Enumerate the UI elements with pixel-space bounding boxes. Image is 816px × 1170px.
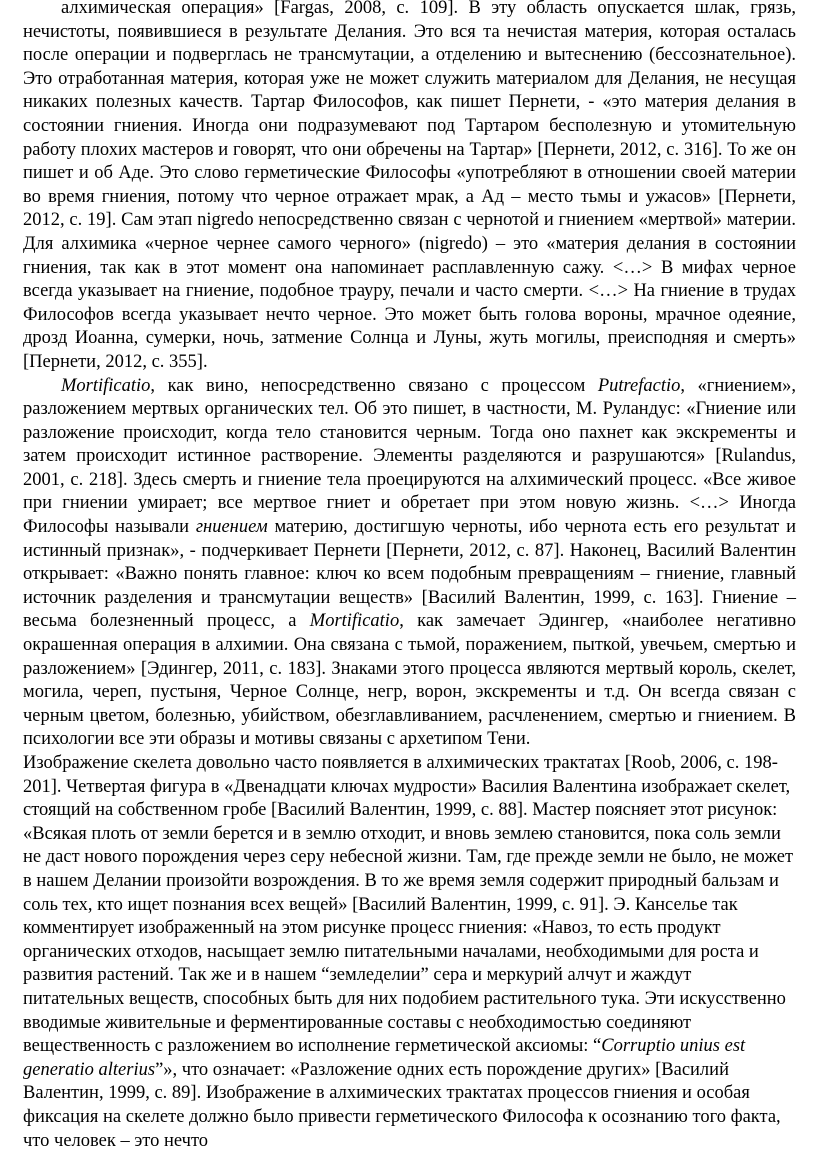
italic-term: Putrefactio <box>597 375 681 396</box>
italic-term: Mortificatio <box>309 611 400 632</box>
text-segment: Изображение скелета довольно часто появляется в алхимических трактатах [Roob, 2006, с. 198-201]. Четвертая фигура в «Двенадцати ключах мудрости» Василия Валентина изображает скелет, стоящий на собственном гробе [Василий Валентин, 1999, с. 88]. Мастер поясняет этот рисунок: «Всякая плоть от земли берется и в землю отходит, и вновь землею становится, пока соль земли не даст нового порождения через серу небесной жизни. Там, где прежде земли не было, не может в нашем Делании произойти возрождения. В то же время земля содержит природный бальзам и соль тех, кто ищет познания всех вещей» [Василий Валентин, 1999, с. 91]. Э. Канселье так комментирует изображенный на этом рисунке процесс гниения: «Навоз, то есть продукт органических отходов, насыщает землю питательными началами, необходимыми для роста и развития растений. Так же и в нашем “земледелии” сера и меркурий алчут и жаждут питательных веществ, способных быть для них подобием растительного тука. Эти искусственно вводимые живительные и ферментированные составы с необходимостью соединяют вещественность с разложением во исполнение герметической аксиомы: “ <box>23 753 794 1057</box>
paragraph-skeleton <box>23 752 796 1153</box>
text-segment: , как замечает Эдингер, «наиболее негативно окрашенная операция в алхимии. Она связана с тьмой, поражением, пыткой, увечьем, смертью и разложением» [Эдингер, 2011, с. 183]. Знаками этого процесса являются мертвый король, скелет, могила, череп, пустыня, Черное Солнце, негр, ворон, экскременты и т.д. Он всегда связан с черным цветом, болезнью, убийством, обезглавливанием, расчленением, смертью и гниением. В психологии все эти образы и мотивы связаны с архетипом Тени. <box>23 611 797 750</box>
text-segment: , как вино, непосредственно связано с процессом <box>150 375 598 396</box>
italic-term: Corruptio unius est generatio alterius <box>23 1036 746 1080</box>
italic-term: Mortificatio <box>61 375 151 396</box>
text-segment: ”», что означает: «Разложение одних есть порождение других» [Василий Валентин, 1999, с. 89]. Изображение в алхимических трактатах процессов гниения и особая фиксация на скелете должно было привести герметического Философа к осознанию того факта, что человек – это нечто <box>23 1059 781 1151</box>
text-segment: материю, достигшую черноты, ибо чернота есть его результат и истинный признак», - подчеркивает Пернети [Пернети, 2012, с. 87]. Наконец, Василий Валентин открывает: «Важно понять главное: ключ ко всем подобным превращениям – гниение, главный источник разделения и трансмутации веществ» [Василий Валентин, 1999, с. 163]. Гниение – весьма болезненный процесс, а <box>23 517 796 632</box>
text-segment: , «гниением», разложением мертвых органических тел. Об это пишет, в частности, М. Руландус: «Гниение или разложение происходит, когда тело становится черным. Тогда оно пахнет как экскременты и затем происходит истинное растворение. Элементы разделяются и разрушаются» [Rulandus, 2001, с. 218]. Здесь смерть и гниение тела проецируются на алхимический процесс. «Все живое при гниении умирает; все мертвое гниет и обретает при этом новую жизнь. <…> Иногда Философы называли <box>23 375 796 538</box>
paragraph-nigredo <box>23 0 796 375</box>
italic-term: гниением <box>195 517 268 538</box>
text-segment: алхимическая операция» [Fargas, 2008, с. 109]. В эту область опускается шлак, грязь, нечистоты, появившиеся в результате Делания. Это вся та нечистая материя, которая осталась после операции и подверглась не трансмутации, а отделению и вытеснению (бессознательное). Это отработанная материя, которая уже не может служить материалом для Делания, не несущая никаких полезных качеств. Тартар Философов, как пишет Пернети, - «это материя делания в состоянии гниения. Иногда они подразумевают под Тартаром бесполезную и утомительную работу плохих мастеров и говорят, что они обречены на Тартар» [Пернети, 2012, с. 316]. То же он пишет и об Аде. Это слово герметические Философы «употребляют в отношении своей материи во время гниения, потому что черное отражает мрак, а Ад – место тьмы и ужасов» [Пернети, 2012, с. 19]. Сам этап nigredo непосредственно связан с чернотой и гниением «мертвой» материи. Для алхимика «черное чернее самого черного» (nigredo) – это «материя делания в состоянии гниения, так как в этот момент она напоминает расплавленную сажу. <…> В мифах черное всегда указывает на гниение, подобное трауру, печали и часто смерти. <…> На гниение в трудах Философов всегда указывает нечто черное. Это может быть голова вороны, мрачное одеяние, дрозд Иоанна, сумерки, ночь, затмение Солнца и Луны, жуть могилы, преисподняя и смерть» [Пернети, 2012, с. 355]. <box>23 0 796 372</box>
paragraph-mortificatio <box>23 375 796 753</box>
